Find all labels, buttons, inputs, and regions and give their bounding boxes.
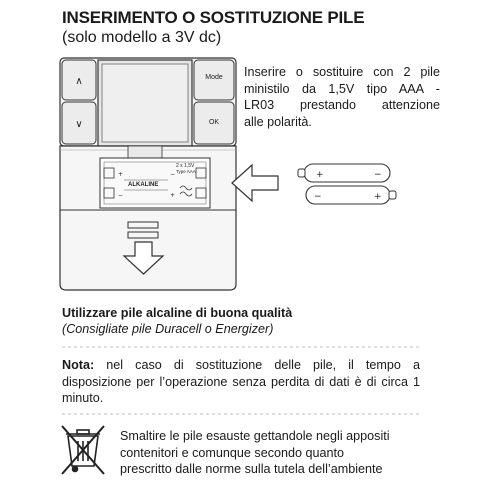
install-instructions (244, 64, 440, 130)
install-line-2: ministilo da 1,5V tipo AAA - (244, 81, 440, 96)
alkaline-heading: Utilizzare pile alcaline di buona qualità (62, 306, 293, 320)
battery-bottom (306, 186, 396, 204)
disposal-line-1: Smaltire le pile esauste gettandole negli appositi (120, 429, 390, 443)
device-display (98, 60, 192, 146)
note-line-1: nel caso di sostituzione delle pile, il tempo a (106, 358, 420, 372)
crossed-bin-icon (62, 426, 104, 474)
note-label: Nota: (62, 358, 95, 372)
battery-top-plus: + (316, 170, 324, 180)
note-line-2: disposizione per l’operazione senza perdita di dati è di circa 1 (62, 374, 420, 389)
battery-bottom-minus: − (314, 192, 322, 202)
up-arrow-icon: ∧ (75, 76, 83, 87)
page-subtitle: (solo modello a 3V dc) (62, 29, 222, 46)
mode-button-label: Mode (205, 74, 223, 81)
install-line-1: Inserire o sostituire con 2 pile (244, 65, 440, 79)
down-button[interactable] (62, 102, 96, 144)
battery-compartment (100, 158, 210, 208)
compartment-label-type: Type AAA (176, 169, 196, 174)
svg-text:−: − (170, 171, 176, 178)
up-button[interactable] (62, 60, 96, 100)
down-arrow-icon: ∨ (75, 119, 83, 130)
battery-top-minus: − (374, 170, 382, 180)
ok-button-label: OK (208, 119, 220, 126)
compartment-label-alkaline: ALKALINE (128, 182, 159, 188)
insert-arrow-icon (232, 165, 278, 201)
note-paragraph (62, 357, 420, 407)
disposal-line-3: prescritto dalle norme sulla tutela dell’ambiente (120, 462, 383, 476)
note-line-3: minuto. (62, 391, 104, 405)
svg-text:−: − (118, 192, 124, 199)
install-line-4: alle polarità. (244, 114, 312, 129)
mode-button[interactable] (194, 60, 234, 100)
disposal-line-2: contenitori e comunque secondo quanto (120, 445, 345, 460)
alkaline-subheading: (Consigliate pile Duracell o Energizer) (62, 322, 274, 336)
install-line-3: LR03 prestando attenzione (244, 98, 440, 112)
compartment-tab (128, 146, 162, 158)
svg-text:+: + (118, 171, 124, 178)
svg-text:+: + (170, 192, 176, 199)
page-title: INSERIMENTO O SOSTITUZIONE PILE (62, 8, 365, 27)
compartment-label-voltage: 2 x 1,5V (176, 163, 195, 169)
battery-top (298, 164, 390, 182)
disposal-paragraph (120, 428, 420, 478)
ok-button[interactable] (194, 102, 234, 144)
battery-bottom-plus: + (374, 192, 382, 202)
